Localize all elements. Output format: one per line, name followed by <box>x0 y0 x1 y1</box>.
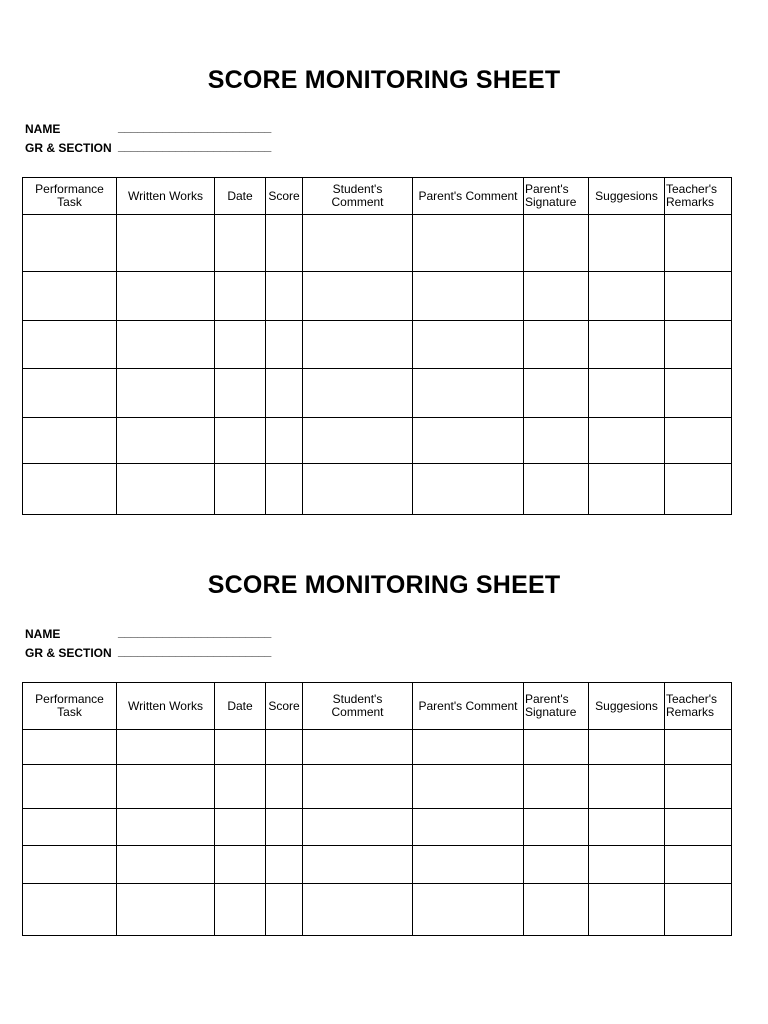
table-row <box>23 215 732 272</box>
col-parents-comment: Parent's Comment <box>413 683 524 730</box>
col-score: Score <box>266 178 303 215</box>
section-blank-line: ________________________ <box>118 139 271 153</box>
col-parents-comment: Parent's Comment <box>413 178 524 215</box>
section-blank-line: ________________________ <box>118 644 271 658</box>
table-row <box>23 765 732 809</box>
name-label: NAME <box>25 122 61 136</box>
col-date: Date <box>215 683 266 730</box>
col-performance-task: Performance Task <box>23 683 117 730</box>
table-row <box>23 369 732 418</box>
table-row <box>23 272 732 321</box>
col-parents-signature: Parent's Signature <box>524 178 589 215</box>
sheet-title: SCORE MONITORING SHEET <box>207 571 561 599</box>
section-label: GR & SECTION <box>25 646 112 660</box>
table-row <box>23 321 732 369</box>
col-parents-signature: Parent's Signature <box>524 683 589 730</box>
score-table <box>22 177 732 515</box>
col-teachers-remarks: Teacher's Remarks <box>665 683 732 730</box>
col-date: Date <box>215 178 266 215</box>
col-students-comment: Student's Comment <box>303 683 413 730</box>
score-table <box>22 682 732 936</box>
col-written-works: Written Works <box>117 683 215 730</box>
name-label: NAME <box>25 627 61 641</box>
col-performance-task: Performance Task <box>23 178 117 215</box>
section-label: GR & SECTION <box>25 141 112 155</box>
col-score: Score <box>266 683 303 730</box>
col-students-comment: Student's Comment <box>303 178 413 215</box>
col-teachers-remarks: Teacher's Remarks <box>665 178 732 215</box>
header-row <box>23 683 732 730</box>
name-blank-line: ________________________ <box>118 120 271 134</box>
table-row <box>23 730 732 765</box>
sheet-title: SCORE MONITORING SHEET <box>207 66 561 94</box>
table-row <box>23 884 732 936</box>
col-suggestions: Suggesions <box>589 178 665 215</box>
table-row <box>23 809 732 846</box>
col-suggestions: Suggesions <box>589 683 665 730</box>
header-row <box>23 178 732 215</box>
table-row <box>23 418 732 464</box>
table-row <box>23 464 732 515</box>
name-blank-line: ________________________ <box>118 625 271 639</box>
col-written-works: Written Works <box>117 178 215 215</box>
table-row <box>23 846 732 884</box>
